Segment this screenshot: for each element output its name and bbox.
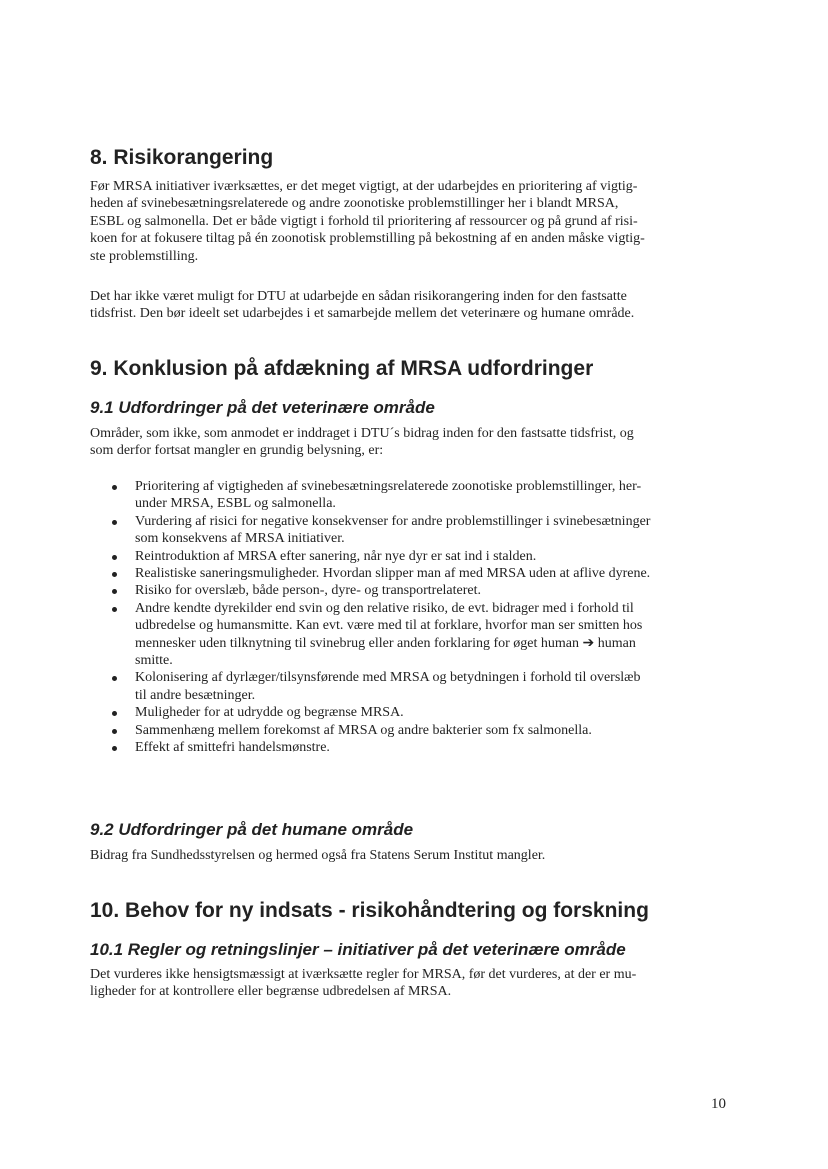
text-line: Før MRSA initiativer iværksættes, er det meget vigtigt, at der udarbejdes en prioritering af vigtig- — [90, 179, 638, 194]
section-9-2-text — [90, 847, 740, 864]
text-line: som konsekvens af MRSA initiativer. — [135, 531, 345, 547]
bullet-icon — [112, 676, 117, 681]
text-line: Effekt af smittefri handelsmønstre. — [135, 740, 330, 756]
text-line: Prioritering af vigtigheden af svinebesætningsrelaterede zoonotiske problemstillinger, her- — [135, 479, 642, 494]
section-9-2-heading: 9.2 Udfordringer på det humane område — [90, 820, 414, 839]
text-line: smitte. — [135, 653, 173, 669]
text-line: ESBL og salmonella. Det er både vigtigt i forhold til prioritering af ressourcer og på grund af risi- — [90, 213, 638, 229]
list-item — [112, 600, 752, 670]
text-line: tidsfrist. Den bør ideelt set udarbejdes i et samarbejde mellem det veterinære og humane område. — [90, 306, 635, 322]
text-line: heden af svinebesætningsrelaterede og andre zoonotiske problemstillinger her i blandt MRSA, — [90, 196, 619, 212]
text-line: Vurdering af risici for negative konsekvenser for andre problemstillinger i svinebesætninger — [135, 513, 651, 529]
section-10-1-text — [90, 966, 740, 1001]
section-8-paragraph-1 — [90, 178, 740, 265]
list-item — [112, 739, 752, 756]
bullet-icon — [112, 555, 117, 560]
list-item — [112, 513, 752, 548]
text-line: som derfor fortsat mangler en grundig belysning, er: — [90, 443, 384, 459]
section-10-1-heading: 10.1 Regler og retningslinjer – initiativer på det veterinære område — [90, 940, 626, 959]
text-line: Realistiske saneringsmuligheder. Hvordan slipper man af med MRSA uden at aflive dyrene. — [135, 566, 651, 582]
text-line: Områder, som ikke, som anmodet er inddraget i DTU´s bidrag inden for den fastsatte tidsfrist, og — [90, 426, 634, 441]
list-item — [112, 548, 752, 565]
list-item — [112, 565, 752, 582]
section-9-1-heading: 9.1 Udfordringer på det veterinære område — [90, 398, 435, 417]
text-line: Andre kendte dyrekilder end svin og den relative risiko, de evt. bidrager med i forhold til — [135, 600, 634, 616]
section-8-paragraph-2 — [90, 288, 740, 323]
text-line: Bidrag fra Sundhedsstyrelsen og hermed også fra Statens Serum Institut mangler. — [90, 848, 546, 863]
text-line: Det vurderes ikke hensigtsmæssigt at iværksætte regler for MRSA, før det vurderes, at der er mu- — [90, 967, 637, 982]
text-line: Sammenhæng mellem forekomst af MRSA og andre bakterier som fx salmonella. — [135, 722, 592, 738]
text-line: Muligheder for at udrydde og begrænse MRSA. — [135, 705, 404, 721]
text-line: ste problemstilling. — [90, 248, 199, 264]
challenges-bullet-list — [112, 478, 752, 757]
bullet-icon — [112, 746, 117, 751]
text-line: til andre besætninger. — [135, 687, 256, 703]
text-line: udbredelse og humansmitte. Kan evt. være med til at forklare, hvorfor man ser smitten hos — [135, 618, 643, 634]
text-line: under MRSA, ESBL og salmonella. — [135, 496, 336, 512]
text-line: Reintroduktion af MRSA efter sanering, når nye dyr er sat ind i stalden. — [135, 548, 537, 564]
bullet-icon — [112, 589, 117, 594]
text-line: Kolonisering af dyrlæger/tilsynsførende med MRSA og betydningen i forhold til overslæb — [135, 670, 641, 686]
list-item — [112, 582, 752, 599]
list-item — [112, 478, 752, 513]
section-8-heading: 8. Risikorangering — [90, 146, 274, 169]
bullet-icon — [112, 485, 117, 490]
text-line: koen for at fokusere tiltag på én zoonotisk problemstilling på bekostning af en anden måske vigtig- — [90, 231, 645, 247]
text-line: ligheder for at kontrollere eller begrænse udbredelsen af MRSA. — [90, 984, 452, 1000]
section-9-heading: 9. Konklusion på afdækning af MRSA udfordringer — [90, 357, 594, 380]
list-item — [112, 669, 752, 704]
list-item — [112, 722, 752, 739]
list-item — [112, 704, 752, 721]
text-line: Det har ikke været muligt for DTU at udarbejde en sådan risikorangering inden for den fastsatte — [90, 289, 627, 304]
text-line: Risiko for overslæb, både person-, dyre- og transportrelateret. — [135, 583, 482, 599]
bullet-icon — [112, 729, 117, 734]
section-9-1-intro — [90, 425, 740, 460]
bullet-icon — [112, 520, 117, 525]
text-line: mennesker uden tilknytning til svinebrug eller anden forklaring for øget human ➔ human — [135, 635, 636, 651]
bullet-icon — [112, 607, 117, 612]
bullet-icon — [112, 711, 117, 716]
bullet-icon — [112, 572, 117, 577]
page-number: 10 — [711, 1096, 726, 1112]
section-10-heading: 10. Behov for ny indsats - risikohåndtering og forskning — [90, 899, 649, 922]
